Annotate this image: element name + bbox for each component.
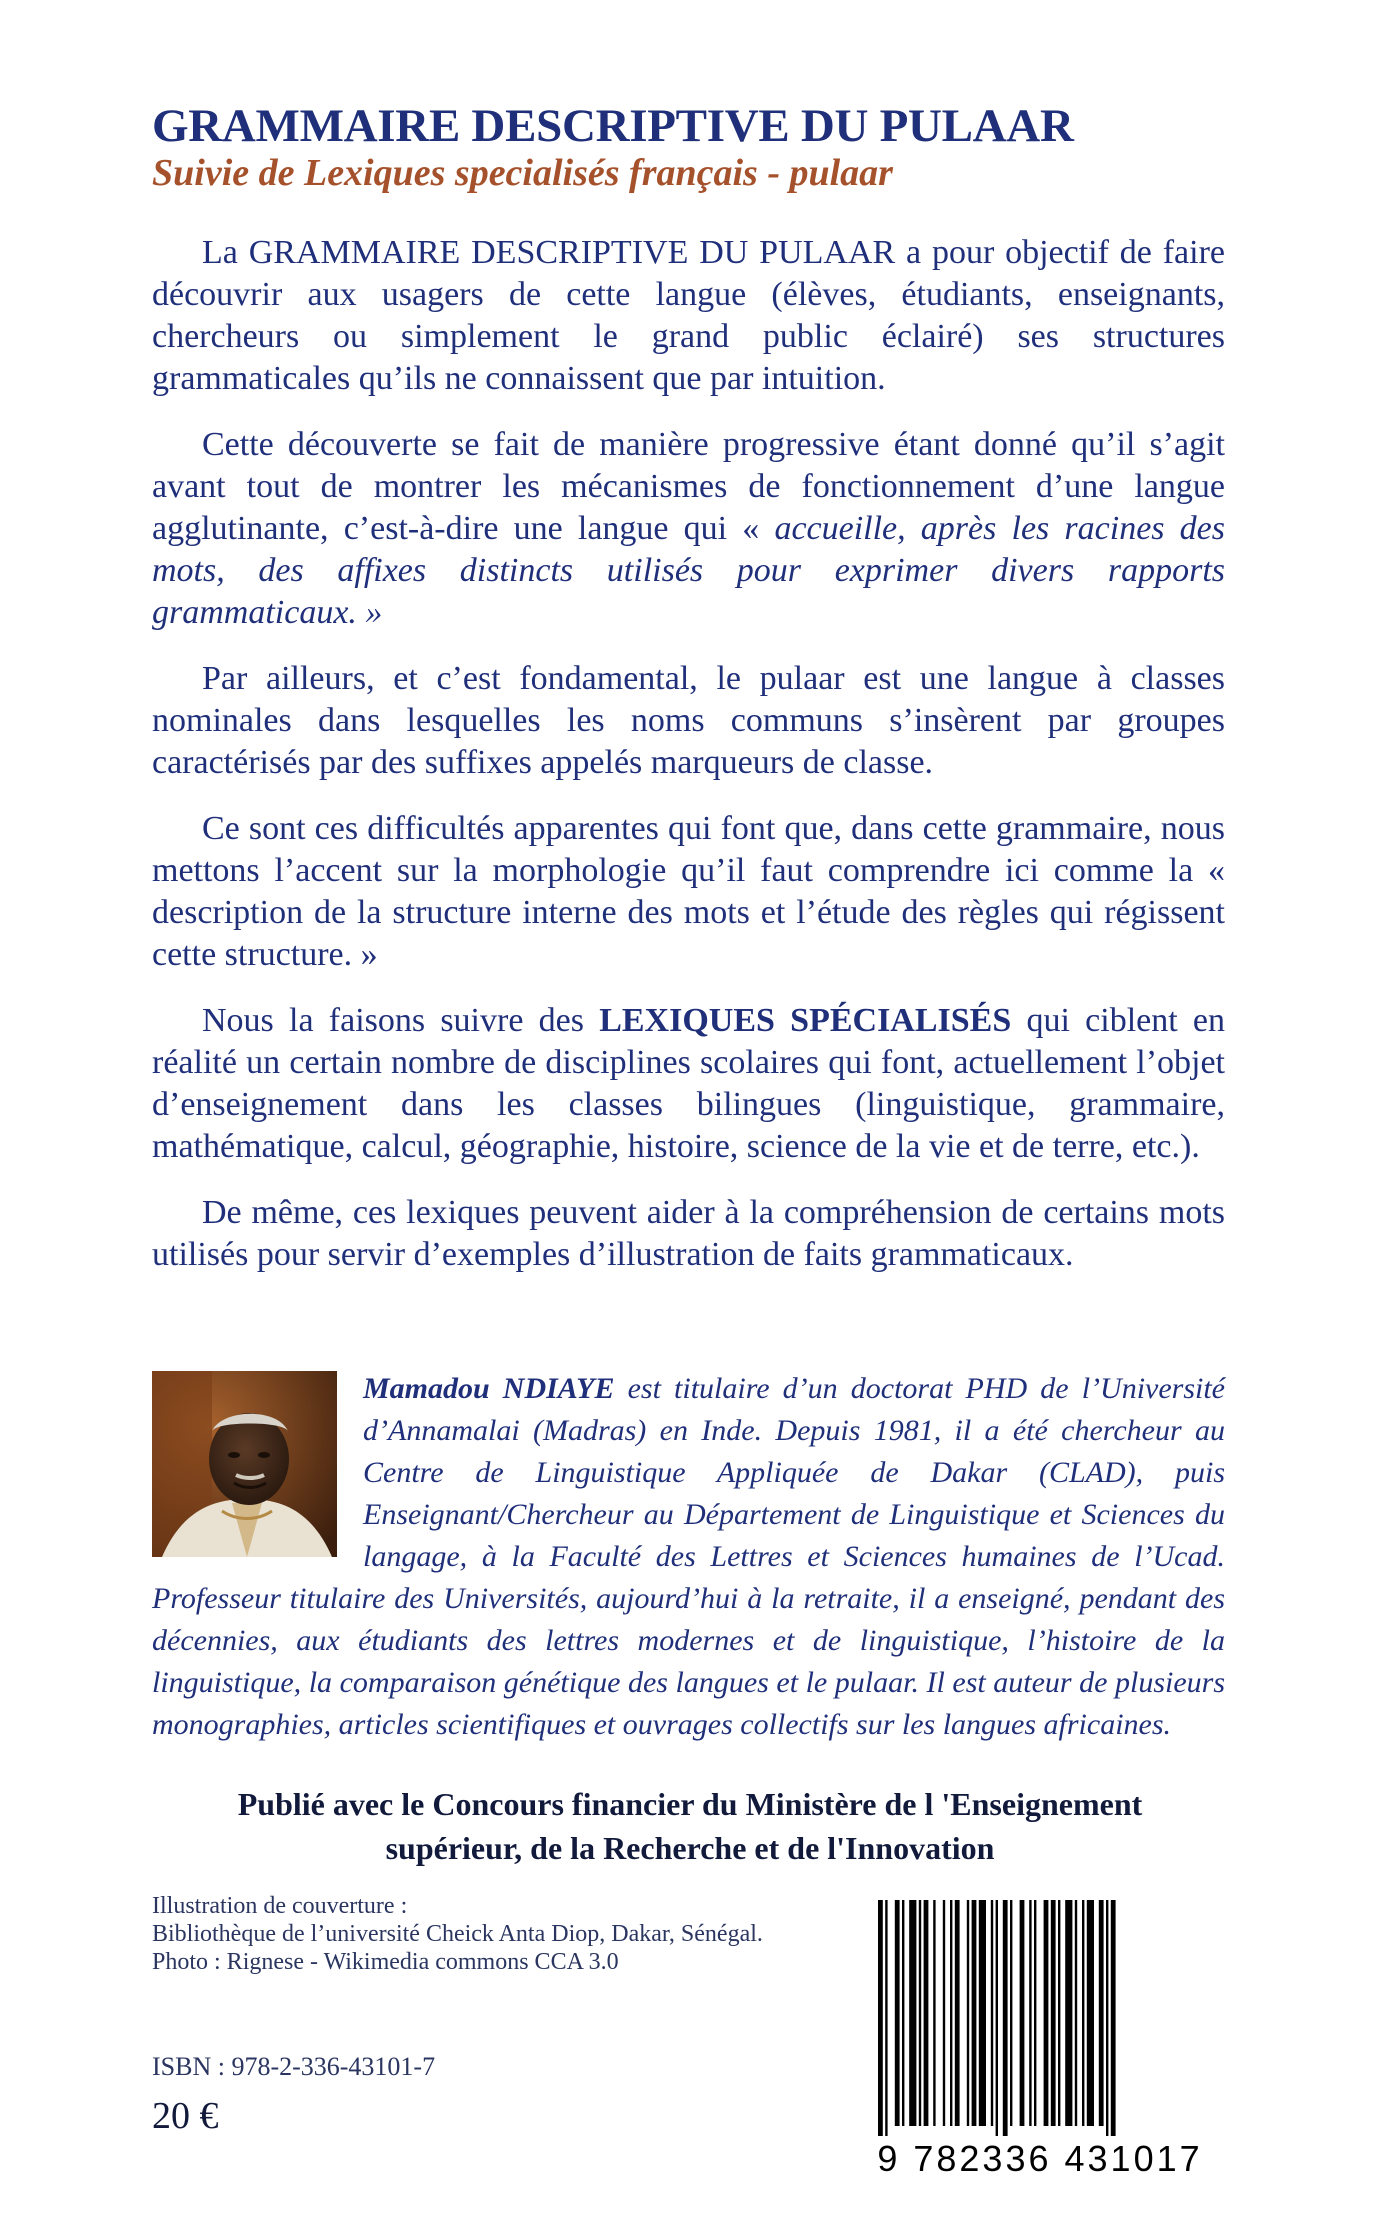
book-subtitle: Suivie de Lexiques specialisés français - pulaar: [152, 152, 893, 194]
barcode-bar: [1058, 1900, 1060, 2126]
barcode-bar: [878, 1900, 883, 2136]
barcode-bar: [1065, 1900, 1072, 2126]
paragraph-5-start: Nous la faisons suivre des: [202, 1002, 600, 1039]
barcode-bar: [943, 1900, 945, 2126]
paragraph-6: De même, ces lexiques peuvent aider à la compréhension de certains mots utilisés pour servir d’exemples d’illustration de faits grammaticaux.: [152, 1194, 1225, 1273]
barcode-bar: [1044, 1900, 1049, 2126]
author-photo: [152, 1371, 337, 1557]
credits-line-3: Photo : Rignese - Wikimedia commons CCA 3.0: [152, 1949, 619, 1975]
paragraph-5-bold: LEXIQUES SPÉCIALISÉS: [599, 1002, 1012, 1039]
paragraph-3: Par ailleurs, et c’est fondamental, le pulaar est une langue à classes nominales dans lesquelles les noms communs s’insèrent par groupes caractérisés par des suffixes appelés marqueurs de classe.: [152, 660, 1225, 781]
author-name: Mamadou NDIAYE: [363, 1372, 615, 1405]
description: [152, 232, 1225, 1300]
paragraph-5: [152, 1000, 1225, 1168]
barcode-bar: [1082, 1900, 1084, 2126]
paragraph-2-quote: accueille, après les racines des mots, des affixes distincts utilisés pour exprimer divers rapports grammaticaux.: [152, 510, 1225, 631]
barcode-bar: [972, 1900, 977, 2126]
barcode-bar: [919, 1900, 921, 2126]
barcode-bar: [996, 1900, 998, 2136]
barcode-bar: [1020, 1900, 1025, 2126]
barcode-bar: [979, 1900, 986, 2126]
author-bio-text: est titulaire d’un doctorat PHD de l’Université d’Annamalai (Madras) en Inde. Depuis 1981, il a été chercheur au Centre de Linguistique Appliquée de Dakar (CLAD), puis Enseignant/Chercheur au Département de Linguistique et Sciences du langage, à la Faculté des Lettres et Sciences humaines de l’Ucad. Professeur titulaire des Universités, aujourd’hui à la retraite, il a enseigné, pendant des décennies, aux étudiants des lettres modernes et de linguistique, l’histoire de la linguistique, la comparaison génétique des langues et le pulaar. Il est auteur de plusieurs monographies, articles scientifiques et ouvrages collectifs sur les langues africaines.: [152, 1372, 1225, 1741]
barcode-bar: [933, 1900, 935, 2126]
paragraph-1: La GRAMMAIRE DESCRIPTIVE DU PULAAR a pour objectif de faire découvrir aux usagers de cette langue (élèves, étudiants, enseignants, chercheurs ou simplement le grand public éclairé) ses structures grammaticales qu’ils ne connaissent que par intuition.: [152, 234, 1225, 397]
barcode-bar: [1029, 1900, 1031, 2126]
barcode-bar: [902, 1900, 904, 2126]
barcode-bar: [1099, 1900, 1104, 2126]
barcode-bar: [885, 1900, 887, 2136]
barcode-bar: [909, 1900, 916, 2126]
price: 20 €: [152, 2095, 219, 2137]
paragraph-2-start: Cette découverte se fait de manière progressive étant donné qu’il s’agit avant tout de montrer les mécanismes de fonctionnement d’une langue agglutinante, c’est-à-dire une langue qui «: [152, 426, 1225, 547]
barcode-bar: [1051, 1900, 1056, 2126]
barcode-bar: [955, 1900, 960, 2126]
barcode-bar: [1034, 1900, 1036, 2126]
book-title: GRAMMAIRE DESCRIPTIVE DU PULAAR: [152, 100, 1074, 152]
barcode-digits: 9 782336 431017: [877, 2138, 1203, 2179]
barcode-bar: [1010, 1900, 1012, 2126]
sponsor-line-1: Publié avec le Concours financier du Ministère de l 'Enseignement: [237, 1786, 1143, 1822]
barcode-bar: [1106, 1900, 1108, 2136]
paragraph-5-end: qui ciblent en réalité un certain nombre de disciplines scolaires qui font, actuellement l’objet d’enseignement dans les classes bilingues (linguistique, grammaire, mathématique, calcul, géographie, histoire, science de la vie et de terre, etc.).: [152, 1002, 1226, 1165]
author-portrait-image: [152, 1371, 337, 1557]
barcode-bar: [991, 1900, 993, 2126]
barcode-bars-icon: [860, 1900, 1220, 2136]
paragraph-2: [152, 424, 1225, 634]
paragraph-2-end: »: [356, 594, 383, 631]
sponsor-notice: [140, 1782, 1240, 1870]
paragraph-4: Ce sont ces difficultés apparentes qui font que, dans cette grammaire, nous mettons l’accent sur la morphologie qu’il faut comprendre ici comme la « description de la structure interne des mots et l’étude des règles qui régissent cette structure. »: [152, 810, 1225, 973]
barcode-bar: [1003, 1900, 1008, 2136]
barcode-bar: [950, 1900, 952, 2126]
author-biography: [152, 1368, 1225, 1746]
barcode-bar: [1111, 1900, 1116, 2136]
barcode-bar: [1075, 1900, 1077, 2126]
cover-credits: [152, 1892, 852, 1976]
credits-line-1: Illustration de couverture :: [152, 1893, 408, 1919]
isbn-text: ISBN : 978-2-336-43101-7: [152, 2052, 436, 2081]
sponsor-line-2: supérieur, de la Recherche et de l'Innovation: [385, 1830, 995, 1866]
barcode-bar: [967, 1900, 969, 2126]
barcode-bar: [924, 1900, 929, 2126]
isbn-barcode: [860, 1900, 1220, 2180]
barcode-bar: [895, 1900, 900, 2126]
barcode-bar: [1087, 1900, 1094, 2126]
credits-line-2: Bibliothèque de l’université Cheick Anta Diop, Dakar, Sénégal.: [152, 1921, 763, 1947]
